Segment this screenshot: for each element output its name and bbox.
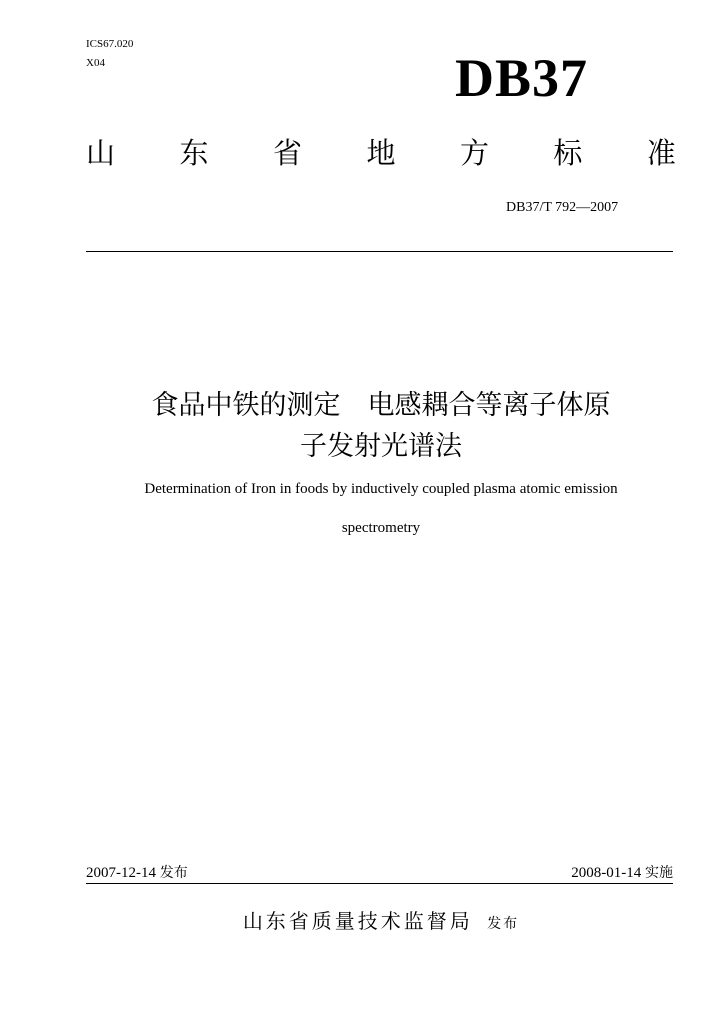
standard-type-char: 方: [459, 136, 489, 170]
standard-type-char: 省: [272, 136, 302, 170]
issue-label: 发布: [159, 865, 188, 881]
issue-date-block: [86, 863, 188, 883]
standard-type-heading: [86, 133, 676, 173]
standard-type-char: 标: [553, 136, 583, 170]
issuer-line: [86, 906, 676, 939]
issuer-name: 山东省质量技术监督局: [242, 909, 473, 933]
title-cn-line1: 食品中铁的测定 电感耦合等离子体原: [151, 390, 611, 421]
standard-type-char: 山: [86, 136, 116, 170]
classification-code: X04: [86, 57, 105, 69]
db37-logo: DB37: [455, 48, 589, 108]
title-en-line2: spectrometry: [341, 520, 421, 536]
title-en-line1: Determination of Iron in foods by inductively coupled plasma atomic emission: [144, 481, 618, 497]
issuer-action: 发布: [487, 916, 520, 932]
standard-number: DB37/T 792—2007: [506, 200, 619, 215]
issue-date: 2007-12-14: [86, 865, 156, 881]
implement-date: 2008-01-14: [571, 865, 642, 881]
standard-type-char: 准: [646, 136, 676, 170]
title-cn-line2: 子发射光谱法: [300, 431, 462, 462]
footer-divider: [86, 883, 673, 884]
header-divider: [86, 251, 673, 252]
standard-type-char: 地: [366, 136, 396, 170]
standard-type-char: 东: [179, 136, 209, 170]
implement-date-block: [571, 863, 673, 883]
implement-label: 实施: [645, 865, 673, 881]
ics-code: ICS67.020: [86, 38, 134, 50]
